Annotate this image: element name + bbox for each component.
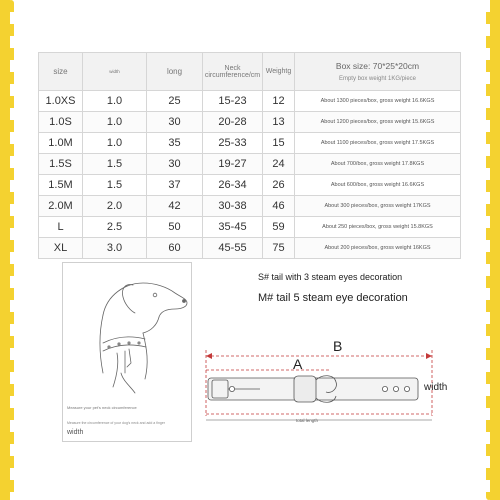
table-header-row [39, 53, 461, 91]
header-neck: Neck circumference/cm [203, 53, 263, 91]
header-width: width [83, 53, 147, 91]
cell-note: About 600/box, gross weight 16.6KGS [295, 175, 461, 196]
cell-note: About 1300 pieces/box, gross weight 16.6KGS [295, 91, 461, 112]
cell-weight: 46 [263, 196, 295, 217]
table-row [39, 112, 461, 133]
cell-long: 42 [147, 196, 203, 217]
cell-note: About 1100 pieces/box, gross weight 17.5KGS [295, 133, 461, 154]
collar-total-length-label: total length [296, 418, 319, 423]
table-row [39, 196, 461, 217]
cell-width: 1.5 [83, 175, 147, 196]
cell-width: 1.5 [83, 154, 147, 175]
right-yellow-stripe [490, 0, 500, 500]
cell-weight: 15 [263, 133, 295, 154]
cell-long: 30 [147, 154, 203, 175]
dog-caption-2: Measure the circumference of your dog's neck and add a finger [67, 421, 165, 425]
cell-long: 35 [147, 133, 203, 154]
collar-label-a: A [293, 356, 303, 372]
dog-width-label: width [67, 429, 84, 436]
cell-long: 50 [147, 217, 203, 238]
cell-width: 1.0 [83, 91, 147, 112]
table-row [39, 217, 461, 238]
cell-size: 1.0M [39, 133, 83, 154]
header-long: long [147, 53, 203, 91]
cell-width: 1.0 [83, 112, 147, 133]
cell-neck: 25-33 [203, 133, 263, 154]
cell-weight: 24 [263, 154, 295, 175]
table-row [39, 154, 461, 175]
table-row [39, 175, 461, 196]
cell-note: About 300 pieces/box, gross weight 17KGS [295, 196, 461, 217]
cell-weight: 26 [263, 175, 295, 196]
table-row [39, 91, 461, 112]
cell-size: XL [39, 238, 83, 259]
cell-neck: 20-28 [203, 112, 263, 133]
cell-weight: 12 [263, 91, 295, 112]
cell-width: 1.0 [83, 133, 147, 154]
cell-neck: 26-34 [203, 175, 263, 196]
cell-neck: 35-45 [203, 217, 263, 238]
cell-long: 25 [147, 91, 203, 112]
left-yellow-stripe [0, 0, 10, 500]
cell-width: 2.5 [83, 217, 147, 238]
header-size: size [39, 53, 83, 91]
dog-sketch [63, 263, 193, 403]
table-row [39, 238, 461, 259]
cell-weight: 75 [263, 238, 295, 259]
cell-size: L [39, 217, 83, 238]
collar-diagram [200, 330, 440, 430]
header-weight: Weightg [263, 53, 295, 91]
collar-label-b: B [333, 338, 343, 354]
cell-neck: 45-55 [203, 238, 263, 259]
cell-width: 3.0 [83, 238, 147, 259]
cell-size: 2.0M [39, 196, 83, 217]
cell-long: 30 [147, 112, 203, 133]
cell-width: 2.0 [83, 196, 147, 217]
cell-weight: 59 [263, 217, 295, 238]
cell-neck: 19-27 [203, 154, 263, 175]
box-weight-sub: Empty box weight 1KG/piece [338, 76, 417, 82]
cell-note: About 200 pieces/box, gross weight 16KGS [295, 238, 461, 259]
cell-weight: 13 [263, 112, 295, 133]
cell-size: 1.5M [39, 175, 83, 196]
cell-long: 60 [147, 238, 203, 259]
cell-size: 1.0S [39, 112, 83, 133]
cell-neck: 15-23 [203, 91, 263, 112]
cell-size: 1.5S [39, 154, 83, 175]
dog-caption: Measure your pet's neck circumference [67, 405, 137, 410]
dog-measure-panel [62, 262, 192, 442]
cell-size: 1.0XS [39, 91, 83, 112]
box-size-title: Box size: 70*25*20cm [335, 61, 420, 71]
cell-note: About 250 pieces/box, gross weight 15.8KGS [295, 217, 461, 238]
cell-note: About 1200 pieces/box, gross weight 15.6KGS [295, 112, 461, 133]
size-table [38, 52, 461, 259]
decoration-line-1: S# tail with 3 steam eyes decoration [258, 272, 403, 282]
decoration-line-2: M# tail 5 steam eye decoration [258, 292, 408, 304]
collar-width-label: width [424, 382, 448, 393]
cell-neck: 30-38 [203, 196, 263, 217]
header-box [295, 53, 461, 91]
table-row [39, 133, 461, 154]
cell-long: 37 [147, 175, 203, 196]
cell-note: About 700/box, gross weight 17.8KGS [295, 154, 461, 175]
